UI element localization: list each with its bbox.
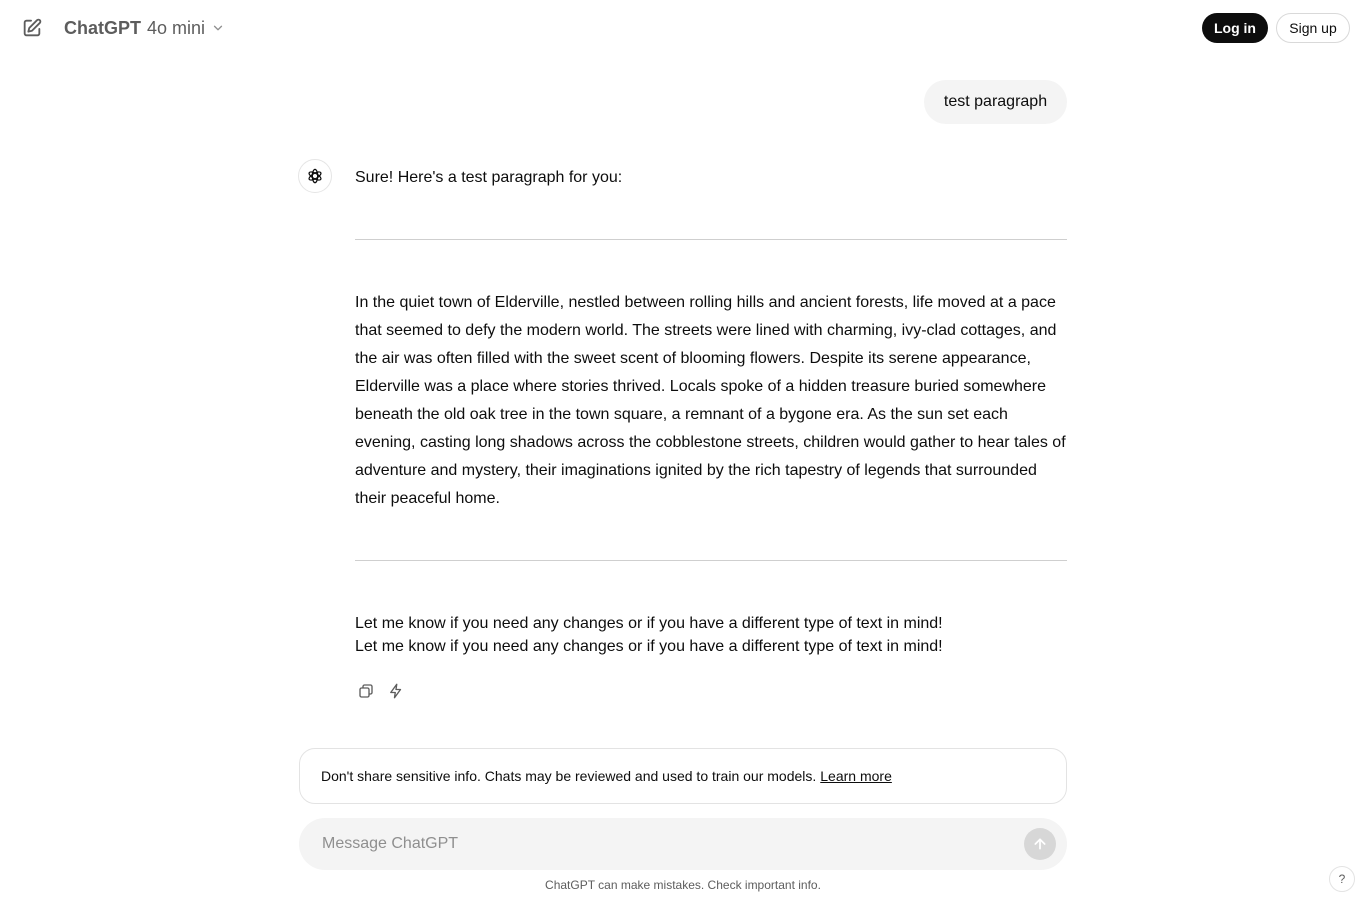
message-input[interactable] — [320, 818, 1010, 870]
user-message-bubble — [924, 80, 1067, 124]
model-version: 4o mini — [147, 17, 206, 38]
new-chat-button[interactable] — [18, 14, 46, 42]
assistant-outro-line: Let me know if you need any changes or if you have a different type of text in mind! — [355, 615, 943, 632]
assistant-paragraph: In the quiet town of Elderville, nestled between rolling hills and ancient forests, life moved at a pace that seemed to defy the modern world. The streets were lined with charming, ivy-clad cottages, and the air was often filled with the sweet scent of blooming flowers. Despite its serene appearance, Elderville was a place where stories thrived. Locals spoke of a hidden treasure buried somewhere beneath the old oak tree in the town square, a remnant of a bygone era. As the sun set each evening, casting long shadows across the cobblestone streets, children would gather to hear tales of adventure and mystery, their imaginations ignited by the rich tapestry of legends that surrounded their peaceful home. — [355, 294, 1066, 507]
user-message-text: test paragraph — [943, 93, 1048, 110]
copy-icon — [357, 682, 375, 700]
disclaimer: ChatGPT can make mistakes. Check important info. — [545, 878, 821, 892]
privacy-notice — [299, 748, 1067, 804]
divider — [355, 239, 1067, 240]
assistant-intro: Sure! Here's a test paragraph for you: — [355, 169, 623, 186]
lightning-icon — [387, 682, 405, 700]
learn-more-link[interactable]: Learn more — [820, 768, 892, 784]
message-actions — [355, 680, 407, 702]
top-bar — [0, 0, 1366, 56]
copy-button[interactable] — [355, 680, 377, 702]
help-button[interactable]: ? — [1329, 866, 1355, 892]
assistant-outro — [355, 612, 1067, 658]
model-selector[interactable] — [56, 12, 233, 44]
openai-logo-icon — [305, 166, 325, 186]
message-composer — [299, 818, 1067, 870]
divider — [355, 560, 1067, 561]
edit-icon — [21, 17, 43, 39]
assistant-avatar — [298, 159, 332, 193]
arrow-up-icon — [1032, 836, 1048, 852]
assistant-outro-line: Let me know if you need any changes or if you have a different type of text in mind! — [355, 638, 943, 655]
regenerate-button[interactable] — [385, 680, 407, 702]
sign-up-button[interactable]: Sign up — [1276, 13, 1350, 43]
chevron-down-icon — [211, 21, 225, 35]
privacy-notice-text: Don't share sensitive info. Chats may be reviewed and used to train our models. — [321, 768, 817, 784]
log-in-button[interactable]: Log in — [1202, 13, 1268, 43]
send-button[interactable] — [1024, 828, 1056, 860]
model-name: ChatGPT — [64, 17, 142, 38]
